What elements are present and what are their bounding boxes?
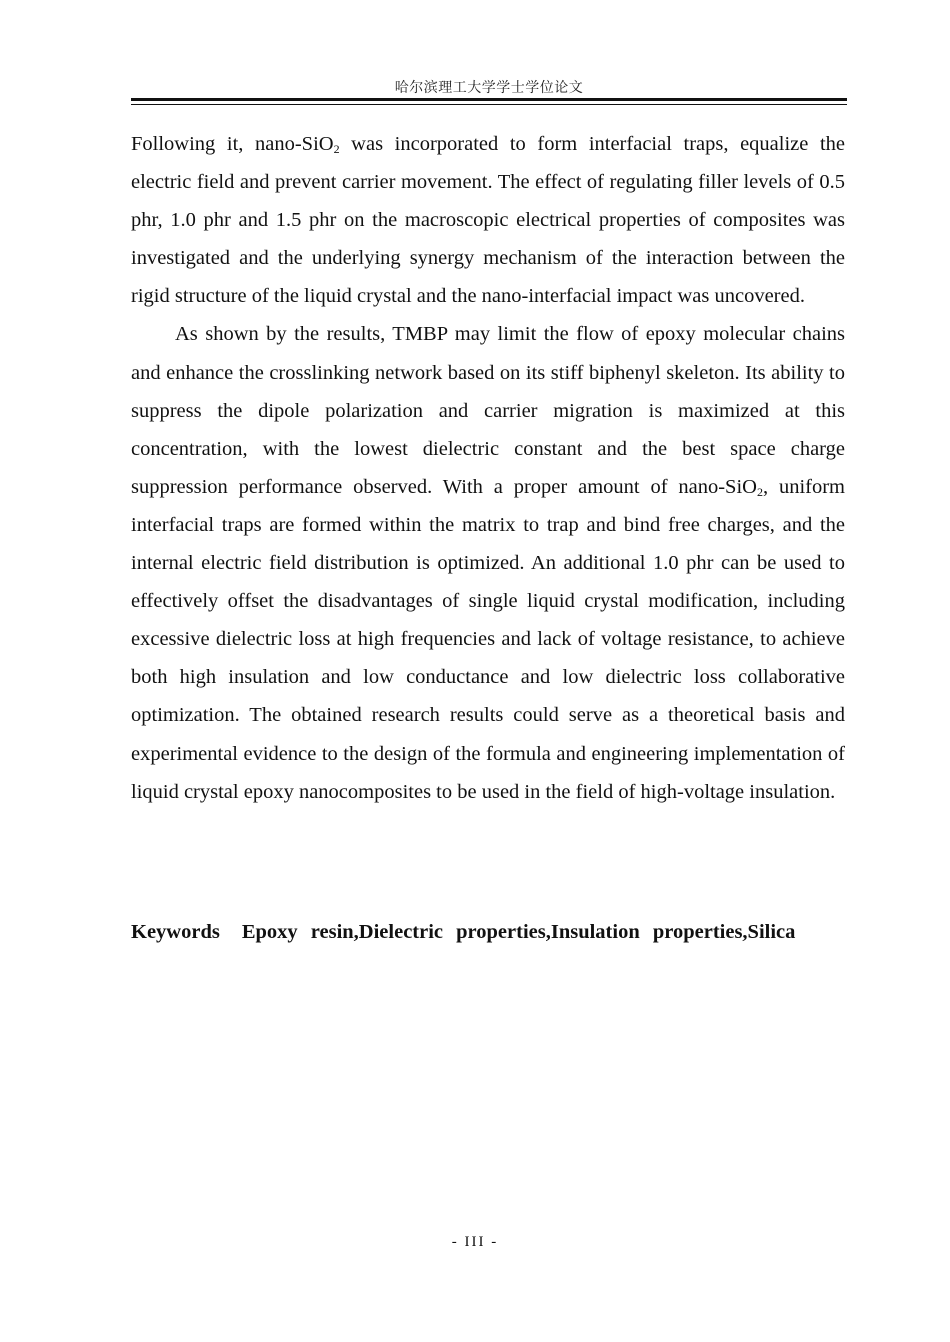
paragraph-2-subscript: 2 [756, 484, 763, 499]
header-double-rule [131, 98, 847, 105]
paragraph-1-text-end: was incorporated to form interfacial traps, equalize the electric field and prevent carrier movement. The effect of regulating filler levels of 0.5 phr, 1.0 phr and 1.5 phr on the macroscopic electrical properties of composites was investigated and the underlying synergy mechanism of the interaction between the rigid structure of the liquid crystal and the nano-interfacial impact was uncovered. [131, 133, 845, 308]
paragraph-1-subscript: 2 [333, 142, 340, 156]
page-number: - III - [451, 1234, 499, 1250]
paragraph-2-text-end: , uniform interfacial traps are formed within the matrix to trap and bind free charges, and the internal electric field distribution is optimized. An additional 1.0 phr can be used to effectively offset the disadvantages of single liquid crystal modification, including excessive dielectric loss at high frequencies and lack of voltage resistance, to achieve both high insulation and low conductance and low dielectric loss collaborative optimization. The obtained research results could serve as a theoretical basis and experimental evidence to the design of the formula and engineering implementation of liquid crystal epoxy nanocomposites to be used in the field of high-voltage insulation. [131, 475, 846, 803]
abstract-body [131, 125, 845, 811]
keywords-line [131, 914, 845, 950]
abstract-paragraph-1 [131, 125, 845, 315]
keywords-list: Epoxy resin,Dielectric properties,Insulation properties,Silica [241, 921, 796, 943]
running-header: 哈尔滨理工大学学士学位论文 [394, 80, 584, 96]
keywords-label: Keywords [131, 921, 220, 943]
paragraph-1-text-start: Following it, nano-SiO [131, 133, 334, 155]
paragraph-2-text-start: As shown by the results, TMBP may limit the flow of epoxy molecular chains and enhance the crosslinking network based on its stiff biphenyl skeleton. Its ability to suppress the dipole polarization and carrier migration is maximized at this concentration, with the lowest dielectric constant and the best space charge suppression performance observed. With a proper amount of nano-SiO [131, 323, 845, 498]
abstract-paragraph-2 [131, 315, 845, 810]
